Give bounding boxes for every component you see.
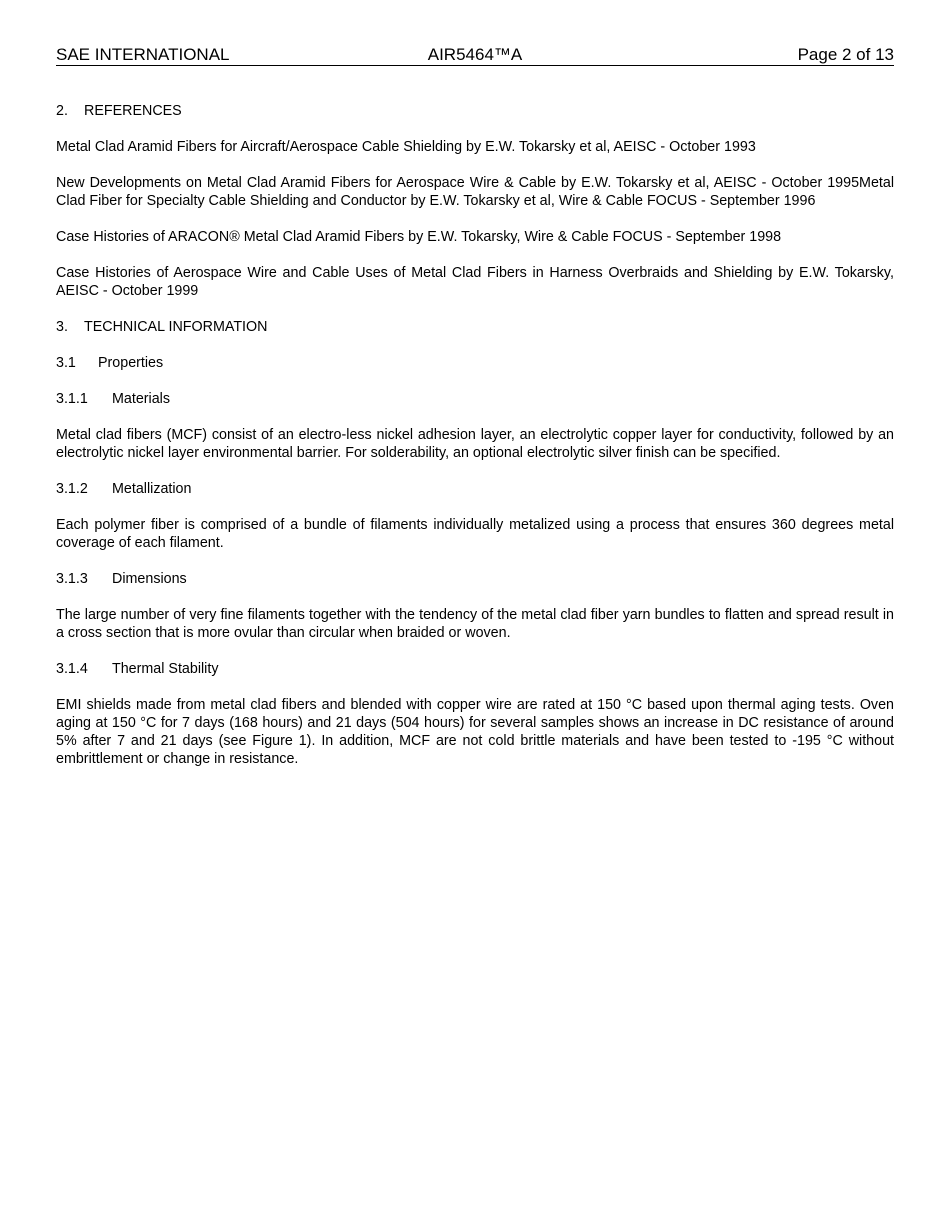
reference-item: New Developments on Metal Clad Aramid Fibers for Aerospace Wire & Cable by E.W. Tokarsky et al, AEISC - October 1995Metal Clad Fiber for Specialty Cable Shielding and Conductor by E.W. Tokarsky et al, Wire & Cable FOCUS - September 1996 [56, 175, 894, 209]
paragraph-metallization: Each polymer fiber is comprised of a bundle of filaments individually metalized using a process that ensures 360 degrees metal coverage of each filament. [56, 517, 894, 551]
section-title: TECHNICAL INFORMATION [84, 319, 268, 335]
page-number: Page 2 of 13 [797, 45, 894, 64]
section-number: 3. [56, 319, 68, 335]
reference-item: Metal Clad Aramid Fibers for Aircraft/Aerospace Cable Shielding by E.W. Tokarsky et al, AEISC - October 1993 [56, 139, 756, 155]
paragraph-materials: Metal clad fibers (MCF) consist of an electro-less nickel adhesion layer, an electrolytic copper layer for conductivity, followed by an electrolytic nickel layer environmental barrier. For solderability, an optional electrolytic silver finish can be specified. [56, 427, 894, 461]
section-title: Thermal Stability [112, 661, 219, 677]
section-heading-technical-information [56, 318, 894, 336]
section-number: 3.1.3 [56, 571, 88, 587]
reference-item: Case Histories of Aerospace Wire and Cable Uses of Metal Clad Fibers in Harness Overbraids and Shielding by E.W. Tokarsky, AEISC - October 1999 [56, 265, 894, 299]
section-title: REFERENCES [84, 103, 182, 119]
section-title: Materials [112, 391, 170, 407]
section-number: 3.1.4 [56, 661, 88, 677]
section-title: Dimensions [112, 571, 187, 587]
paragraph-dimensions: The large number of very fine filaments together with the tendency of the metal clad fiber yarn bundles to flatten and spread result in a cross section that is more ovular than circular when braided or woven. [56, 607, 894, 641]
section-title: Metallization [112, 481, 192, 497]
page-content [56, 102, 894, 786]
subsection-heading-materials [56, 390, 894, 408]
document-number: AIR5464™A [427, 45, 523, 64]
section-number: 3.1.1 [56, 391, 88, 407]
section-number: 3.1 [56, 355, 76, 371]
subsection-heading-properties [56, 354, 894, 372]
organization-name: SAE INTERNATIONAL [56, 45, 230, 64]
paragraph-thermal-stability: EMI shields made from metal clad fibers and blended with copper wire are rated at 150 °C based upon thermal aging tests. Oven aging at 150 °C for 7 days (168 hours) and 21 days (504 hours) for several samples shows an increase in DC resistance of around 5% after 7 and 21 days (see Figure 1). In addition, MCF are not cold brittle materials and have been tested to -195 °C without embrittlement or change in resistance. [56, 697, 894, 767]
subsection-heading-metallization [56, 480, 894, 498]
subsection-heading-thermal-stability [56, 660, 894, 678]
section-number: 3.1.2 [56, 481, 88, 497]
page-header [56, 44, 894, 66]
subsection-heading-dimensions [56, 570, 894, 588]
section-heading-references [56, 102, 894, 120]
section-number: 2. [56, 103, 68, 119]
section-title: Properties [98, 355, 164, 371]
reference-item: Case Histories of ARACON® Metal Clad Aramid Fibers by E.W. Tokarsky, Wire & Cable FOCUS - September 1998 [56, 229, 782, 245]
